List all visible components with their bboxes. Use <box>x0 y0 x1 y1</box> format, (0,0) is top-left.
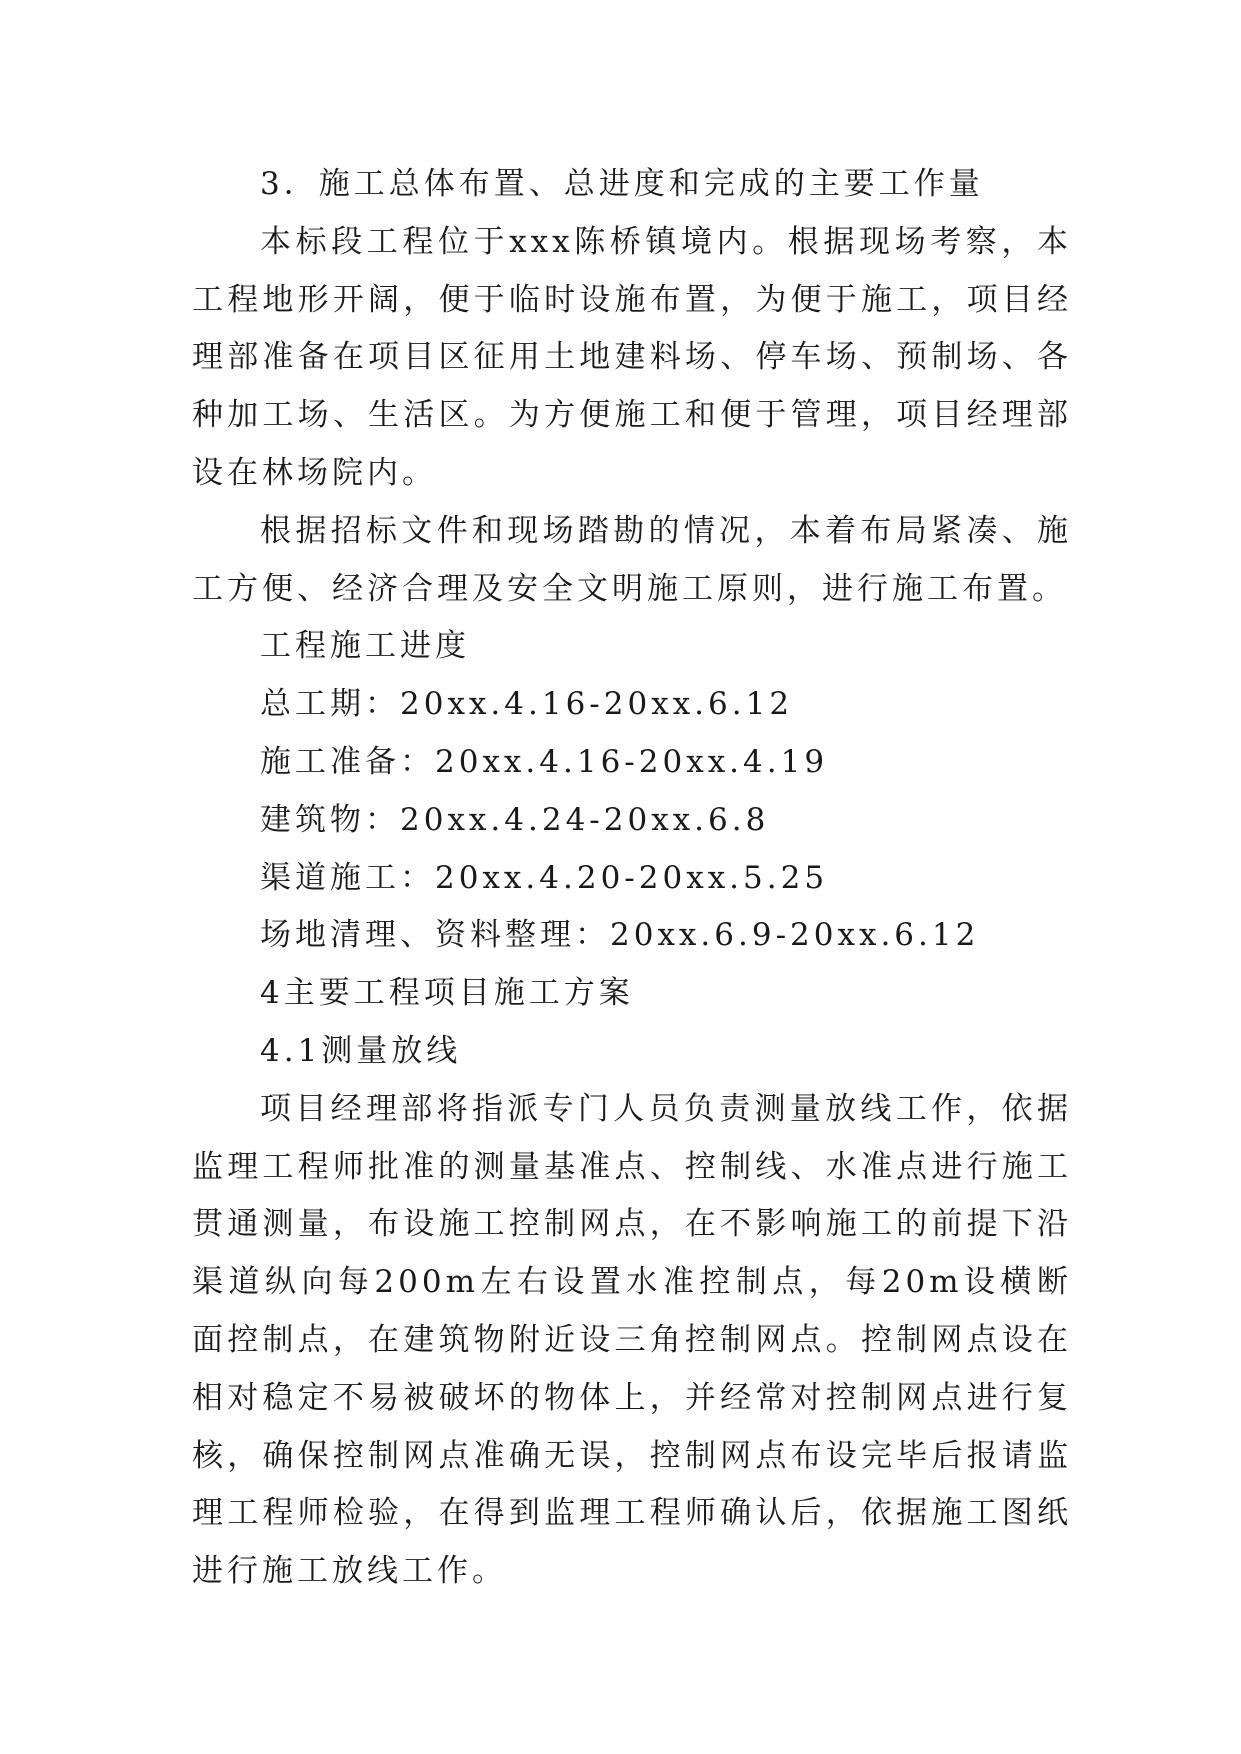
schedule-total-period: 总工期：20xx.4.16-20xx.6.12 <box>260 686 794 723</box>
paragraph-project-location: 本标段工程位于xxx陈桥镇境内。根据现场考察，本工程地形开阔，便于临时设施布置，为便于施工，项目经理部准备在项目区征用土地建料场、停车场、预制场、各种加工场、生活区。为方便施工和便于管理，项目经理部设在林场院内。 <box>192 223 1072 491</box>
subsection-heading-4-1: 4.1测量放线 <box>260 1032 462 1069</box>
section-heading-4: 4主要工程项目施工方案 <box>260 975 634 1012</box>
schedule-heading: 工程施工进度 <box>260 628 470 665</box>
document-body <box>192 156 1072 1601</box>
paragraph-layout-principle: 根据招标文件和现场踏勘的情况，本着布局紧凑、施工方便、经济合理及安全文明施工原则，进行施工布置。 <box>192 512 1072 607</box>
section-heading-3: 3．施工总体布置、总进度和完成的主要工作量 <box>260 166 984 202</box>
schedule-buildings: 建筑物：20xx.4.24-20xx.6.8 <box>260 801 770 838</box>
schedule-channel: 渠道施工：20xx.4.20-20xx.5.25 <box>260 859 829 896</box>
schedule-preparation: 施工准备：20xx.4.16-20xx.4.19 <box>260 743 829 780</box>
schedule-site-cleanup: 场地清理、资料整理：20xx.6.9-20xx.6.12 <box>260 917 980 954</box>
paragraph-survey-setting-out: 项目经理部将指派专门人员负责测量放线工作，依据监理工程师批准的测量基准点、控制线、水准点进行施工贯通测量，布设施工控制网点，在不影响施工的前提下沿渠道纵向每200m左右设置水准控制点，每20m设横断面控制点，在建筑物附近设三角控制网点。控制网点设在相对稳定不易被破坏的物体上，并经常对控制网点进行复核，确保控制网点准确无误，控制网点布设完毕后报请监理工程师检验，在得到监理工程师确认后，依据施工图纸进行施工放线工作。 <box>192 1090 1072 1590</box>
